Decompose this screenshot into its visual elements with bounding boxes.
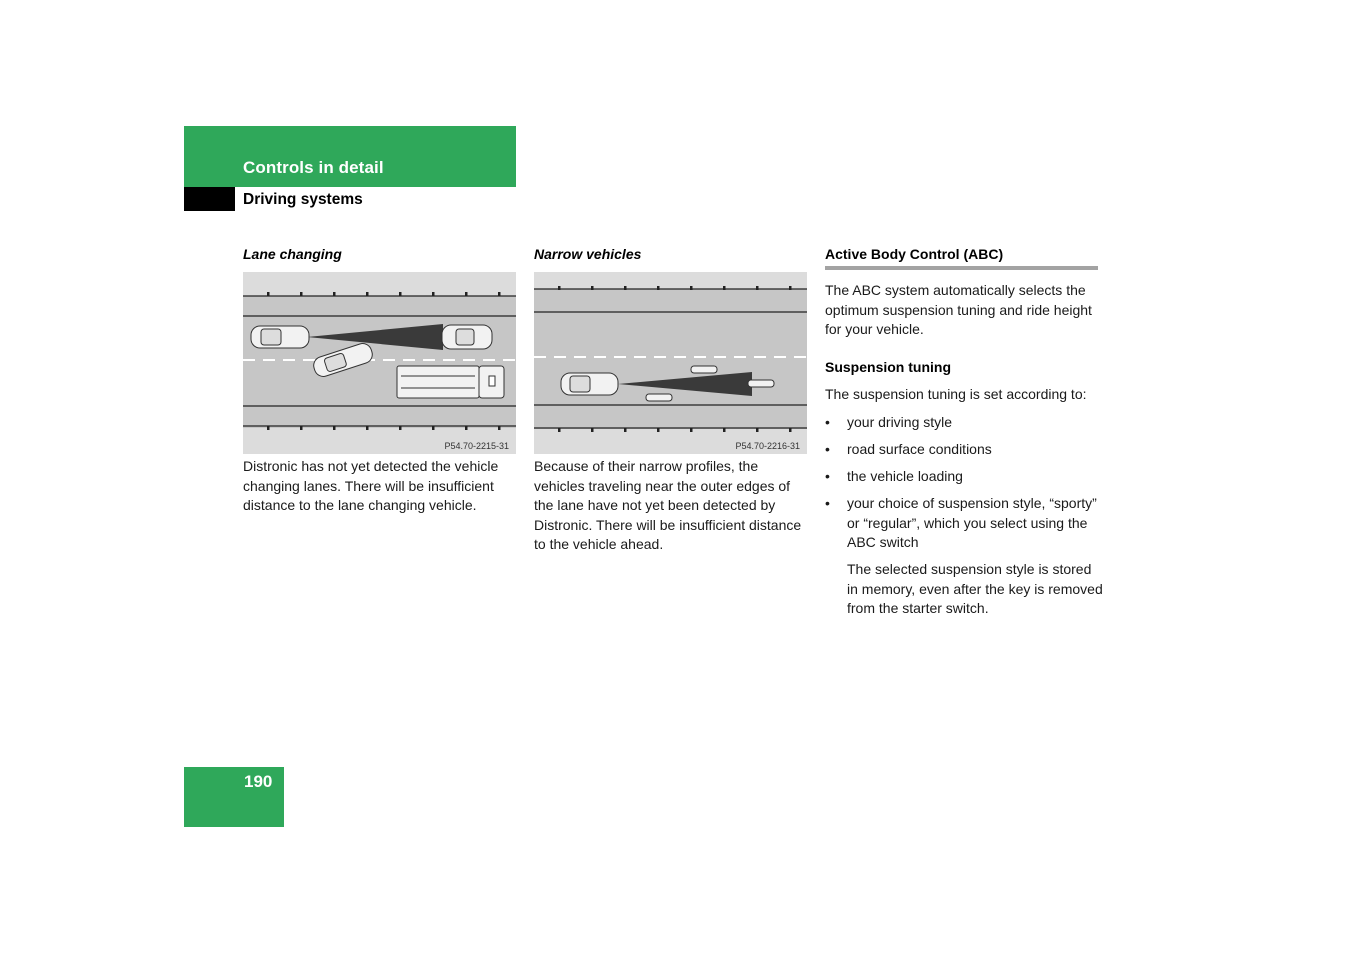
subsection-marker bbox=[184, 187, 235, 211]
page-number: 190 bbox=[244, 772, 273, 791]
narrow-vehicles-heading: Narrow vehicles bbox=[534, 246, 642, 262]
lane-changing-text: Distronic has not yet detected the vehicle changing lanes. There will be insufficient distance to the lane changing vehicle. bbox=[243, 458, 499, 513]
list-item: • your choice of suspension style, “sporty” or “regular”, which you select using the ABC switch bbox=[825, 495, 1097, 550]
bullet-icon: • bbox=[825, 495, 830, 511]
figure-code: P54.70-2215-31 bbox=[444, 441, 509, 451]
suspension-note: The selected suspension style is stored in memory, even after the key is removed from the starter switch. bbox=[847, 561, 1103, 616]
list-item: • road surface conditions bbox=[825, 440, 1105, 460]
narrow-vehicles-text: Because of their narrow profiles, the vehicles traveling near the outer edges of the lane have not yet been detected by Distronic. There will be insufficient distance to the vehicle ahead. bbox=[534, 458, 802, 552]
figure-code: P54.70-2216-31 bbox=[735, 441, 800, 451]
suspension-tuning-heading: Suspension tuning bbox=[825, 359, 951, 375]
bullet-icon: • bbox=[825, 414, 830, 430]
list-item: • the vehicle loading bbox=[825, 467, 1105, 487]
abc-intro: The ABC system automatically selects the optimum suspension tuning and ride height for your vehicle. bbox=[825, 282, 1092, 337]
lane-changing-illustration bbox=[243, 272, 516, 454]
heading-rule bbox=[825, 266, 1098, 270]
bullet-icon: • bbox=[825, 441, 830, 457]
suspension-factors-list bbox=[825, 413, 1105, 560]
list-item: • your driving style bbox=[825, 413, 1105, 433]
suspension-lead: The suspension tuning is set according to: bbox=[825, 386, 1087, 402]
bullet-icon: • bbox=[825, 468, 830, 484]
narrow-vehicles-illustration bbox=[534, 272, 807, 454]
section-title: Controls in detail bbox=[243, 158, 384, 177]
abc-heading: Active Body Control (ABC) bbox=[825, 246, 1004, 262]
subsection-title: Driving systems bbox=[243, 191, 363, 208]
lane-changing-heading: Lane changing bbox=[243, 246, 342, 262]
